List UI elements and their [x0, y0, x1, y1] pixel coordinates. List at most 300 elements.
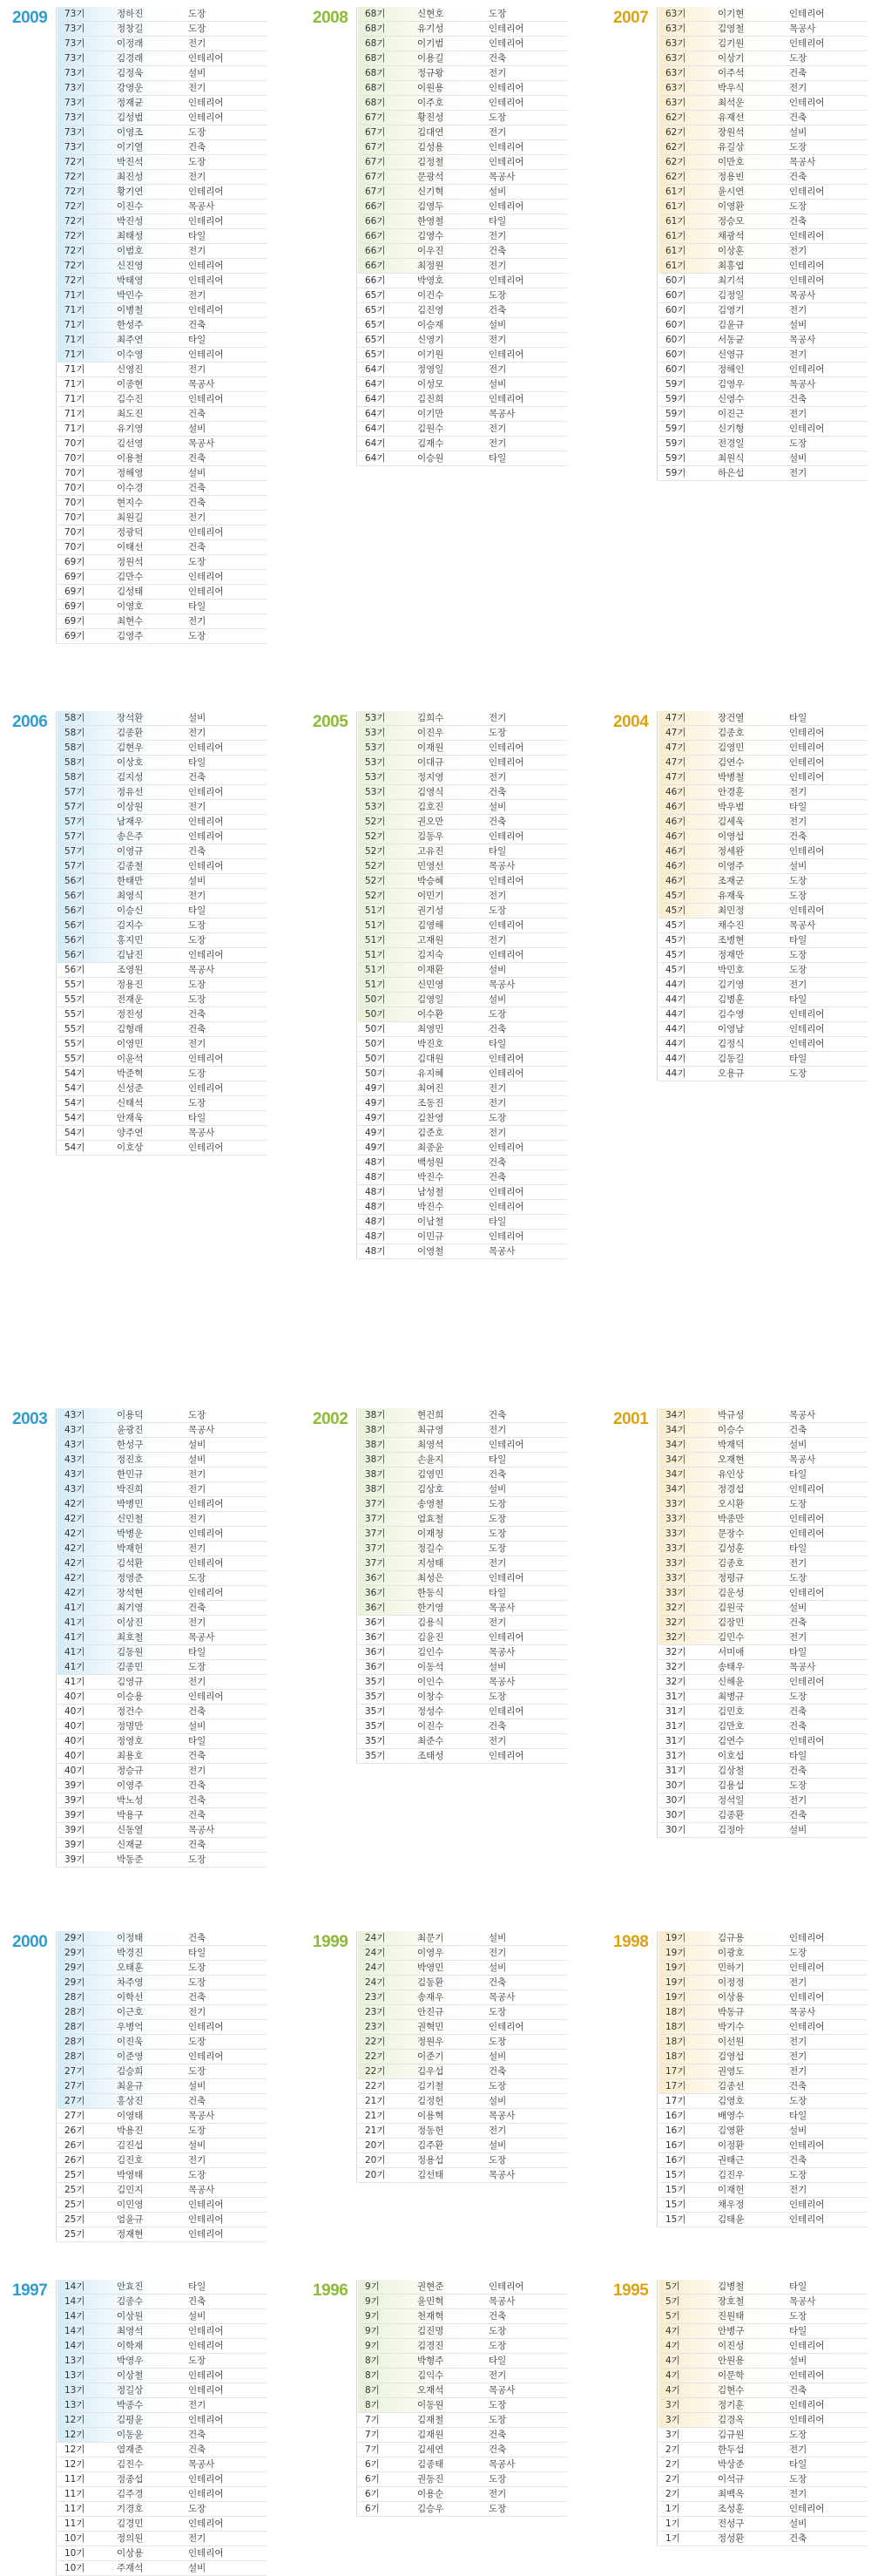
member-row — [358, 1601, 567, 1616]
member-name: 김정일 — [718, 290, 745, 301]
member-row — [57, 963, 267, 978]
member-row — [57, 1645, 267, 1660]
member-row — [358, 140, 567, 155]
member-name: 이영주 — [718, 861, 745, 871]
member-row — [57, 2457, 267, 2472]
member-name: 김종환 — [718, 1810, 745, 1820]
specialty: 전기 — [789, 1632, 807, 1643]
member-name: 강영운 — [117, 83, 144, 93]
generation: 73기 — [64, 112, 85, 123]
member-name: 김재수 — [417, 438, 444, 449]
specialty: 인테리어 — [789, 2504, 825, 2514]
member-row — [358, 889, 567, 904]
member-name: 전재운 — [117, 994, 144, 1005]
member-name: 권기성 — [417, 905, 444, 916]
member-name: 정용진 — [117, 980, 144, 990]
member-row — [358, 1630, 567, 1645]
member-name: 이선원 — [718, 2037, 745, 2047]
member-row — [57, 978, 267, 993]
member-row — [57, 711, 267, 726]
generation: 5기 — [665, 2281, 680, 2292]
member-row — [57, 1823, 267, 1838]
member-row — [658, 274, 868, 288]
member-name: 박진호 — [417, 1039, 444, 1049]
member-name: 박형주 — [417, 2356, 444, 2366]
generation: 63기 — [665, 24, 686, 34]
specialty: 인테리어 — [489, 950, 524, 960]
member-row — [358, 451, 567, 466]
generation: 38기 — [365, 1469, 386, 1480]
specialty: 목공사 — [489, 172, 516, 182]
member-row — [57, 2383, 267, 2398]
generation: 49기 — [365, 1142, 386, 1153]
member-name: 김평윤 — [117, 2415, 144, 2425]
generation: 44기 — [665, 1039, 686, 1049]
generation: 18기 — [665, 2022, 686, 2032]
generation: 51기 — [365, 905, 386, 916]
member-row — [658, 1675, 868, 1690]
generation: 2기 — [665, 2489, 680, 2499]
generation: 57기 — [64, 846, 85, 857]
member-row — [358, 1571, 567, 1586]
member-row — [358, 1734, 567, 1749]
generation: 59기 — [665, 409, 686, 419]
specialty: 인테리어 — [789, 1736, 825, 1746]
member-row — [658, 392, 868, 407]
specialty: 건축 — [188, 1840, 206, 1850]
generation: 34기 — [665, 1425, 686, 1435]
member-row — [658, 1660, 868, 1675]
member-row — [658, 437, 868, 451]
member-name: 김남진 — [117, 950, 144, 960]
member-name: 이용혁 — [417, 2111, 444, 2121]
member-row — [358, 2050, 567, 2064]
member-row — [57, 1556, 267, 1571]
member-name: 정성수 — [417, 1706, 444, 1717]
member-row — [358, 1586, 567, 1601]
member-row — [57, 229, 267, 244]
generation: 50기 — [365, 994, 386, 1005]
member-name: 김연수 — [718, 1736, 745, 1746]
generation: 64기 — [365, 364, 386, 375]
specialty: 전기 — [188, 728, 206, 738]
member-row — [358, 1931, 567, 1946]
member-name: 김진호 — [117, 2155, 144, 2166]
generation: 6기 — [365, 2489, 380, 2499]
specialty: 인테리어 — [188, 1142, 224, 1153]
member-row — [658, 66, 868, 81]
member-name: 권영도 — [718, 2066, 745, 2077]
specialty: 인테리어 — [188, 2548, 224, 2559]
specialty: 건축 — [188, 2444, 206, 2455]
member-name: 김영수 — [417, 231, 444, 241]
generation: 26기 — [64, 2140, 85, 2151]
specialty: 전기 — [489, 1128, 507, 1138]
member-name: 정재만 — [718, 950, 745, 960]
member-row — [658, 37, 868, 51]
generation: 8기 — [365, 2370, 380, 2381]
member-row — [358, 1126, 567, 1141]
member-name: 김선영 — [117, 438, 144, 449]
member-name: 전성구 — [718, 2518, 745, 2529]
generation: 65기 — [365, 335, 386, 345]
specialty: 건축 — [188, 2096, 206, 2106]
year-divider — [56, 1931, 57, 2242]
specialty: 인테리어 — [789, 905, 825, 916]
specialty: 목공사 — [789, 2296, 816, 2307]
generation: 40기 — [64, 1691, 85, 1702]
member-name: 김성용 — [417, 142, 444, 153]
member-row — [658, 741, 868, 756]
member-row — [358, 978, 567, 993]
generation: 60기 — [665, 349, 686, 360]
specialty: 전기 — [789, 1558, 807, 1569]
specialty: 도장 — [789, 2170, 807, 2180]
member-name: 신현호 — [417, 9, 444, 19]
generation: 24기 — [365, 1933, 386, 1943]
specialty: 목공사 — [188, 1825, 215, 1835]
specialty: 전기 — [489, 261, 507, 271]
member-row — [57, 303, 267, 318]
specialty: 인테리어 — [188, 305, 224, 315]
member-row — [57, 407, 267, 422]
specialty: 전기 — [188, 172, 206, 182]
specialty: 인테리어 — [489, 1187, 524, 1197]
member-row — [57, 1749, 267, 1764]
specialty: 전기 — [489, 1558, 507, 1569]
member-row — [57, 1542, 267, 1556]
specialty: 목공사 — [789, 920, 816, 931]
generation: 18기 — [665, 2007, 686, 2017]
member-name: 이기범 — [417, 38, 444, 49]
member-name: 정길수 — [417, 1543, 444, 1554]
member-row — [658, 2339, 868, 2354]
generation: 33기 — [665, 1529, 686, 1539]
member-name: 박민호 — [718, 965, 745, 975]
member-row — [658, 51, 868, 66]
specialty: 건축 — [188, 1795, 206, 1806]
member-name: 이남철 — [417, 1217, 444, 1227]
member-name: 이상철 — [117, 2370, 144, 2381]
specialty: 인테리어 — [789, 1529, 825, 1539]
generation: 44기 — [665, 1054, 686, 1064]
specialty: 건축 — [789, 394, 807, 404]
member-name: 이정래 — [117, 38, 144, 49]
generation: 47기 — [665, 742, 686, 753]
member-row — [658, 1571, 868, 1586]
member-row — [358, 1690, 567, 1705]
member-row — [658, 244, 868, 259]
generation: 51기 — [365, 980, 386, 990]
generation: 41기 — [64, 1617, 85, 1628]
specialty: 전기 — [489, 1617, 507, 1628]
generation: 26기 — [64, 2155, 85, 2166]
member-name: 김종수 — [117, 2296, 144, 2307]
generation: 71기 — [64, 379, 85, 390]
specialty: 도장 — [489, 112, 507, 123]
generation: 52기 — [365, 817, 386, 827]
generation: 61기 — [665, 201, 686, 212]
member-name: 김종환 — [117, 728, 144, 738]
member-list — [358, 711, 567, 1259]
member-name: 양주연 — [117, 1128, 144, 1138]
member-row — [57, 1111, 267, 1126]
member-list — [358, 1408, 567, 1764]
generation: 55기 — [64, 1024, 85, 1034]
specialty: 전기 — [789, 817, 807, 827]
member-name: 최호철 — [117, 1632, 144, 1643]
member-name: 최성은 — [417, 1573, 444, 1583]
specialty: 전기 — [188, 1039, 206, 1049]
specialty: 타일 — [489, 846, 507, 857]
member-name: 김지수 — [117, 920, 144, 931]
generation: 8기 — [365, 2400, 380, 2410]
member-row — [57, 348, 267, 363]
generation: 12기 — [64, 2415, 85, 2425]
generation: 53기 — [365, 713, 386, 723]
specialty: 인테리어 — [489, 24, 524, 34]
member-name: 최원식 — [718, 453, 745, 464]
generation: 58기 — [64, 772, 85, 783]
member-name: 김만수 — [117, 572, 144, 582]
generation: 42기 — [64, 1543, 85, 1554]
member-name: 김영우 — [718, 379, 745, 390]
member-row — [57, 2517, 267, 2532]
member-row — [57, 1808, 267, 1823]
generation: 65기 — [365, 320, 386, 330]
specialty: 설비 — [789, 2125, 807, 2136]
member-name: 김형래 — [117, 1024, 144, 1034]
generation: 44기 — [665, 980, 686, 990]
specialty: 도장 — [188, 9, 206, 19]
generation: 69기 — [64, 631, 85, 641]
generation: 52기 — [365, 831, 386, 842]
member-name: 안원용 — [718, 2356, 745, 2366]
generation: 33기 — [665, 1543, 686, 1554]
generation: 62기 — [665, 112, 686, 123]
member-name: 김영환 — [718, 2125, 745, 2136]
specialty: 전기 — [789, 980, 807, 990]
generation: 63기 — [665, 38, 686, 49]
generation: 2기 — [665, 2474, 680, 2484]
member-row — [57, 259, 267, 274]
generation: 38기 — [365, 1440, 386, 1450]
generation: 33기 — [665, 1588, 686, 1598]
generation: 65기 — [365, 349, 386, 360]
member-row — [57, 1512, 267, 1527]
member-name: 한영철 — [417, 216, 444, 227]
member-row — [57, 22, 267, 37]
member-name: 김동원 — [117, 1647, 144, 1657]
specialty: 인테리어 — [188, 1054, 224, 1064]
member-row — [57, 244, 267, 259]
member-row — [358, 1542, 567, 1556]
specialty: 전기 — [188, 2400, 206, 2410]
member-name: 김선태 — [417, 2170, 444, 2180]
member-row — [57, 2139, 267, 2153]
specialty: 전기 — [489, 68, 507, 78]
generation: 59기 — [665, 438, 686, 449]
specialty: 건축 — [188, 1780, 206, 1791]
generation: 11기 — [64, 2504, 85, 2514]
generation: 68기 — [365, 9, 386, 19]
member-name: 이승수 — [718, 1425, 745, 1435]
generation: 46기 — [665, 846, 686, 857]
member-name: 우병억 — [117, 2022, 144, 2032]
generation: 32기 — [665, 1662, 686, 1672]
member-row — [358, 2413, 567, 2428]
member-name: 윤광진 — [117, 1425, 144, 1435]
member-list — [57, 1931, 267, 2242]
specialty: 도장 — [789, 2474, 807, 2484]
member-name: 김종선 — [718, 2081, 745, 2091]
year-divider — [356, 2280, 357, 2517]
member-row — [57, 1497, 267, 1512]
generation: 60기 — [665, 275, 686, 286]
member-row — [57, 140, 267, 155]
generation: 59기 — [665, 453, 686, 464]
specialty: 전기 — [789, 2051, 807, 2062]
member-name: 배영수 — [718, 2111, 745, 2121]
member-row — [358, 259, 567, 274]
member-name: 이기열 — [117, 142, 144, 153]
member-row — [358, 2502, 567, 2517]
specialty: 설비 — [489, 1662, 507, 1672]
member-row — [57, 1946, 267, 1961]
member-name: 신진영 — [117, 261, 144, 271]
specialty: 도장 — [188, 2170, 206, 2180]
generation: 41기 — [64, 1603, 85, 1613]
generation: 5기 — [665, 2296, 680, 2307]
member-name: 김재철 — [417, 2415, 444, 2425]
specialty: 인테리어 — [188, 831, 224, 842]
generation: 25기 — [64, 2214, 85, 2225]
member-row — [57, 2213, 267, 2227]
year-label: 2007 — [613, 9, 649, 27]
specialty: 전기 — [789, 409, 807, 419]
member-row — [658, 1052, 868, 1067]
generation: 50기 — [365, 1068, 386, 1079]
generation: 19기 — [665, 1948, 686, 1958]
member-row — [358, 2354, 567, 2369]
specialty: 도장 — [489, 1009, 507, 1020]
member-name: 문광석 — [417, 172, 444, 182]
member-row — [358, 2309, 567, 2324]
specialty: 건축 — [489, 1024, 507, 1034]
member-name: 김정식 — [718, 1039, 745, 1049]
specialty: 인테리어 — [489, 38, 524, 49]
generation: 30기 — [665, 1825, 686, 1835]
member-name: 이진우 — [417, 728, 444, 738]
generation: 33기 — [665, 1558, 686, 1569]
member-row — [358, 2428, 567, 2443]
generation: 27기 — [64, 2111, 85, 2121]
specialty: 도장 — [789, 53, 807, 64]
specialty: 인테리어 — [789, 1992, 825, 2003]
specialty: 전기 — [188, 2533, 206, 2544]
specialty: 타일 — [188, 1647, 206, 1657]
generation: 50기 — [365, 1009, 386, 1020]
member-row — [358, 1660, 567, 1675]
generation: 25기 — [64, 2185, 85, 2195]
generation: 69기 — [64, 601, 85, 612]
member-row — [57, 993, 267, 1007]
specialty: 건축 — [789, 172, 807, 182]
member-row — [358, 348, 567, 363]
specialty: 도장 — [489, 2007, 507, 2017]
member-row — [358, 407, 567, 422]
generation: 28기 — [64, 2051, 85, 2062]
specialty: 전기 — [188, 1677, 206, 1687]
member-row — [658, 2139, 868, 2153]
member-name: 정동헌 — [417, 2125, 444, 2136]
generation: 21기 — [365, 2111, 386, 2121]
member-name: 박진석 — [117, 157, 144, 167]
year-label: 2005 — [313, 713, 348, 731]
specialty: 인테리어 — [789, 1009, 825, 1020]
member-name: 김영민 — [718, 742, 745, 753]
generation: 28기 — [64, 2037, 85, 2047]
specialty: 건축 — [188, 1024, 206, 1034]
generation: 13기 — [64, 2400, 85, 2410]
specialty: 건축 — [188, 1751, 206, 1761]
year-divider — [657, 7, 658, 481]
generation: 46기 — [665, 876, 686, 886]
specialty: 타일 — [188, 2281, 206, 2292]
year-divider — [56, 1408, 57, 1868]
member-name: 진원태 — [718, 2311, 745, 2322]
member-row — [358, 377, 567, 392]
member-name: 박민수 — [117, 290, 144, 301]
member-row — [57, 874, 267, 889]
generation: 54기 — [64, 1098, 85, 1108]
generation: 52기 — [365, 861, 386, 871]
specialty: 도장 — [188, 2504, 206, 2514]
specialty: 인테리어 — [489, 1142, 524, 1153]
member-row — [358, 2094, 567, 2109]
generation: 22기 — [365, 2051, 386, 2062]
member-list — [358, 2280, 567, 2517]
generation: 72기 — [64, 246, 85, 256]
specialty: 건축 — [489, 2311, 507, 2322]
specialty: 건축 — [789, 1617, 807, 1628]
member-row — [358, 933, 567, 948]
generation: 55기 — [64, 994, 85, 1005]
specialty: 건축 — [789, 68, 807, 78]
member-row — [57, 2532, 267, 2546]
member-row — [358, 66, 567, 81]
member-row — [57, 185, 267, 200]
generation: 10기 — [64, 2548, 85, 2559]
specialty: 인테리어 — [489, 349, 524, 360]
member-name: 정명만 — [117, 1721, 144, 1732]
specialty: 도장 — [789, 2430, 807, 2440]
specialty: 건축 — [789, 2385, 807, 2396]
member-name: 유재선 — [718, 112, 745, 123]
generation: 71기 — [64, 335, 85, 345]
member-name: 이재환 — [417, 965, 444, 975]
member-name: 남재우 — [117, 817, 144, 827]
generation: 44기 — [665, 994, 686, 1005]
member-row — [658, 963, 868, 978]
member-name: 이대규 — [417, 757, 444, 768]
specialty: 인테리어 — [489, 1202, 524, 1212]
generation: 55기 — [64, 1039, 85, 1049]
member-name: 이석규 — [718, 2474, 745, 2484]
generation: 6기 — [365, 2504, 380, 2514]
member-name: 김장민 — [718, 1617, 745, 1628]
member-name: 이재원 — [417, 742, 444, 753]
